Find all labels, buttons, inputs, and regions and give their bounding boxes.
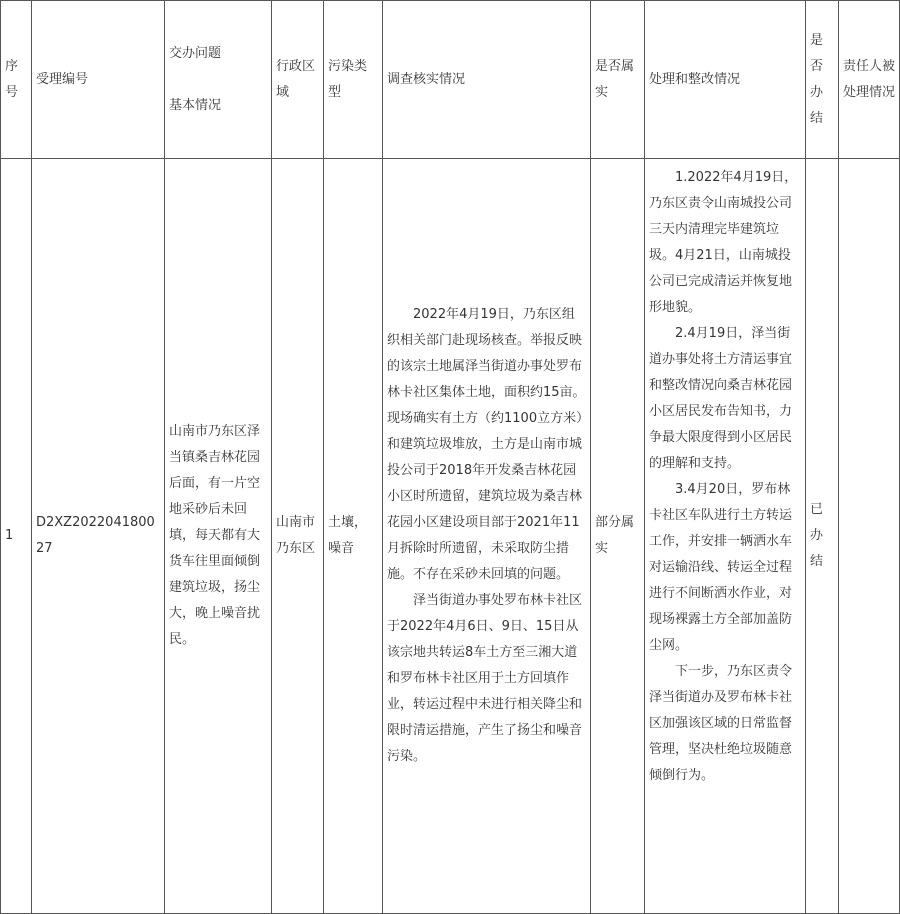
header-verified: 是否属实 bbox=[591, 1, 645, 159]
header-closed: 是否办结 bbox=[806, 1, 839, 159]
cell-pollution: 土壤，噪音 bbox=[324, 159, 383, 914]
investigation-paragraph: 泽当街道办事处罗布林卡社区于2022年4月6日、9日、15日从该宗地共转运8车土方至三湘大道和罗布林卡社区用于土方回填作业，转运过程中未进行相关降尘和限时清运措施，产生了扬尘和噪音污染。 bbox=[387, 593, 583, 764]
handling-paragraph: 下一步，乃东区责令泽当街道办及罗布林卡社区加强该区域的日常监督管理，坚决杜绝垃圾随意倾倒行为。 bbox=[649, 664, 793, 783]
cell-issue: 山南市乃东区泽当镇桑吉林花园后面，有一片空地采砂后未回填，每天都有大货车往里面倾倒建筑垃圾，扬尘大，晚上噪音扰民。 bbox=[165, 159, 272, 914]
cell-closed: 已办结 bbox=[806, 159, 839, 914]
cell-verified: 部分属实 bbox=[591, 159, 645, 914]
cell-accountability bbox=[839, 159, 900, 914]
header-issue-line2: 基本情况 bbox=[169, 97, 222, 113]
header-handling: 处理和整改情况 bbox=[645, 1, 806, 159]
cell-seq: 1 bbox=[1, 159, 32, 914]
header-accountability: 责任人被处理情况 bbox=[839, 1, 900, 159]
header-issue-line1: 交办问题 bbox=[169, 45, 222, 61]
cell-district: 山南市乃东区 bbox=[272, 159, 324, 914]
handling-paragraph: 3.4月20日，罗布林卡社区车队进行土方转运工作，并安排一辆洒水车对运输沿线、转运全过程进行不间断洒水作业，对现场裸露土方全部加盖防尘网。 bbox=[649, 482, 793, 653]
cell-investigation bbox=[383, 159, 591, 914]
table-row bbox=[1, 159, 900, 914]
handling-paragraph: 2.4月19日，泽当街道办事处将土方清运事宜和整改情况向桑吉林花园小区居民发布告知书，力争最大限度得到小区居民的理解和支持。 bbox=[649, 326, 793, 471]
handling-paragraph: 1.2022年4月19日，乃东区责令山南城投公司三天内清理完毕建筑垃圾。4月21日，山南城投公司已完成清运并恢复地形地貌。 bbox=[649, 170, 798, 315]
cell-id: D2XZ202204180027 bbox=[32, 159, 165, 914]
header-district: 行政区域 bbox=[272, 1, 324, 159]
header-pollution: 污染类型 bbox=[324, 1, 383, 159]
header-investigation: 调查核实情况 bbox=[383, 1, 591, 159]
header-seq: 序号 bbox=[1, 1, 32, 159]
header-issue bbox=[165, 1, 272, 159]
investigation-paragraph: 2022年4月19日，乃东区组织相关部门赴现场核查。举报反映的该宗土地属泽当街道办事处罗布林卡社区集体土地，面积约15亩。现场确实有土方（约1100立方米）和建筑垃圾堆放，土方是山南市城投公司于2018年开发桑吉林花园小区时所遗留，建筑垃圾为桑吉林花园小区建设项目部于2021年11月拆除时所遗留，未采取防尘措施。不存在采砂未回填的问题。 bbox=[387, 307, 586, 582]
cell-handling bbox=[645, 159, 806, 914]
header-row bbox=[1, 1, 900, 159]
header-id: 受理编号 bbox=[32, 1, 165, 159]
